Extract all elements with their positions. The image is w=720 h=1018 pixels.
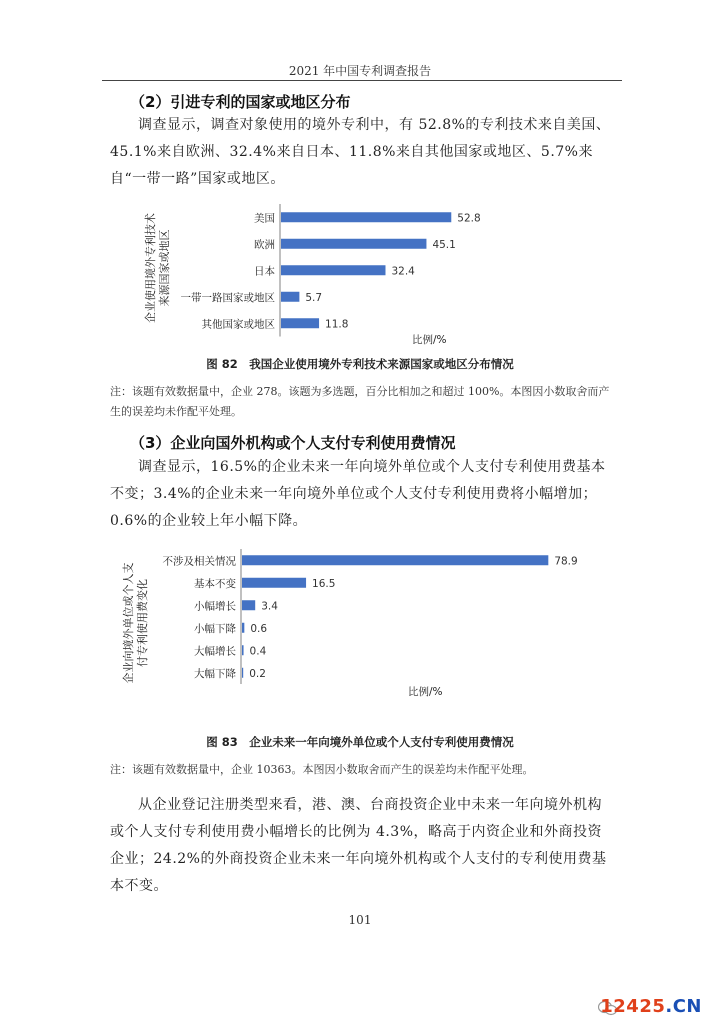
paragraph-royalty-payment: 调查显示，16.5%的企业未来一年向境外单位或个人支付专利使用费基本不变；3.4%的企业未来一年向境外单位或个人支付专利使用费将小幅增加；0.6%的企业较上年小幅下降。	[110, 459, 606, 529]
data-label: 11.8	[325, 318, 349, 331]
chart-figure-83	[110, 545, 620, 705]
section-title-country-distribution: （2）引进专利的国家或地区分布	[130, 93, 351, 111]
bar-83-0	[242, 555, 548, 565]
figure-83-note: 注：该题有效数据量中，企业 10363。本图因小数取舍而产生的误差均未作配平处理。	[110, 763, 534, 776]
y-axis-title: 来源国家或地区	[158, 229, 171, 307]
bar-83-5	[242, 668, 243, 678]
x-axis-title: 比例/%	[408, 686, 443, 698]
data-label: 78.9	[554, 555, 578, 568]
section-title-royalty-payment: （3）企业向国外机构或个人支付专利使用费情况	[130, 434, 456, 452]
data-label: 16.5	[312, 577, 336, 590]
data-label: 3.4	[261, 600, 278, 613]
site-watermark	[600, 996, 702, 1017]
data-label: 0.2	[249, 667, 266, 680]
data-label: 5.7	[305, 291, 323, 304]
category-label: 其他国家或地区	[201, 318, 275, 331]
category-label: 基本不变	[194, 577, 236, 590]
bar-83-3	[242, 623, 244, 633]
category-label: 一带一路国家或地区	[180, 291, 275, 304]
paragraph-registration-type: 从企业登记注册类型来看，港、澳、台商投资企业中未来一年向境外机构或个人支付专利使用费小幅增长的比例为 4.3%，略高于内资企业和外商投资企业；24.2%的外商投资企业未来一年向境外机构或个人支付的专利使用费基本不变。	[110, 797, 607, 894]
y-axis-title: 企业向境外单位或个人支	[122, 562, 135, 684]
bar-83-2	[242, 600, 255, 610]
category-label: 小幅下降	[194, 622, 236, 635]
category-label: 不涉及相关情况	[162, 555, 236, 568]
bar-83-1	[242, 578, 306, 588]
y-axis-title: 付专利使用费变化	[136, 579, 149, 667]
figure-82-note: 注：该题有效数据量中，企业 278。该题为多选题，百分比相加之和超过 100%。本图因小数取舍而产生的误差均未作配平处理。	[110, 385, 610, 418]
data-label: 45.1	[432, 238, 456, 251]
data-label: 0.6	[250, 622, 268, 635]
category-label: 大幅下降	[194, 667, 236, 680]
bar-82-3	[281, 292, 299, 302]
running-header: 2021 年中国专利调查报告	[288, 64, 432, 78]
category-label: 欧洲	[254, 238, 275, 251]
watermark-domain: .CN	[665, 996, 702, 1017]
category-label: 大幅增长	[194, 645, 236, 658]
bar-82-2	[281, 265, 385, 275]
y-axis-title: 企业使用境外专利技术	[144, 213, 157, 323]
bar-82-0	[281, 212, 451, 222]
chart-figure-82	[110, 200, 620, 350]
bar-82-1	[281, 239, 426, 249]
category-label: 小幅增长	[194, 600, 236, 613]
page-number: 101	[348, 913, 372, 927]
category-label: 美国	[254, 212, 275, 225]
data-label: 52.8	[457, 212, 481, 225]
watermark-number: 12425	[600, 996, 666, 1017]
category-label: 日本	[254, 265, 275, 278]
bar-82-4	[281, 318, 319, 328]
x-axis-title: 比例/%	[412, 334, 447, 346]
header-rule	[102, 80, 622, 81]
figure-82-caption: 图 82 我国企业使用境外专利技术来源国家或地区分布情况	[206, 357, 514, 371]
figure-83-caption: 图 83 企业未来一年向境外单位或个人支付专利使用费情况	[206, 735, 514, 749]
bar-83-4	[242, 645, 244, 655]
paragraph-country-distribution: 调查显示，调查对象使用的境外专利中，有 52.8%的专利技术来自美国、45.1%来自欧洲、32.4%来自日本、11.8%来自其他国家或地区、5.7%来自“一带一路”国家或地区。	[110, 117, 611, 187]
data-label: 32.4	[391, 265, 415, 278]
data-label: 0.4	[249, 645, 267, 658]
